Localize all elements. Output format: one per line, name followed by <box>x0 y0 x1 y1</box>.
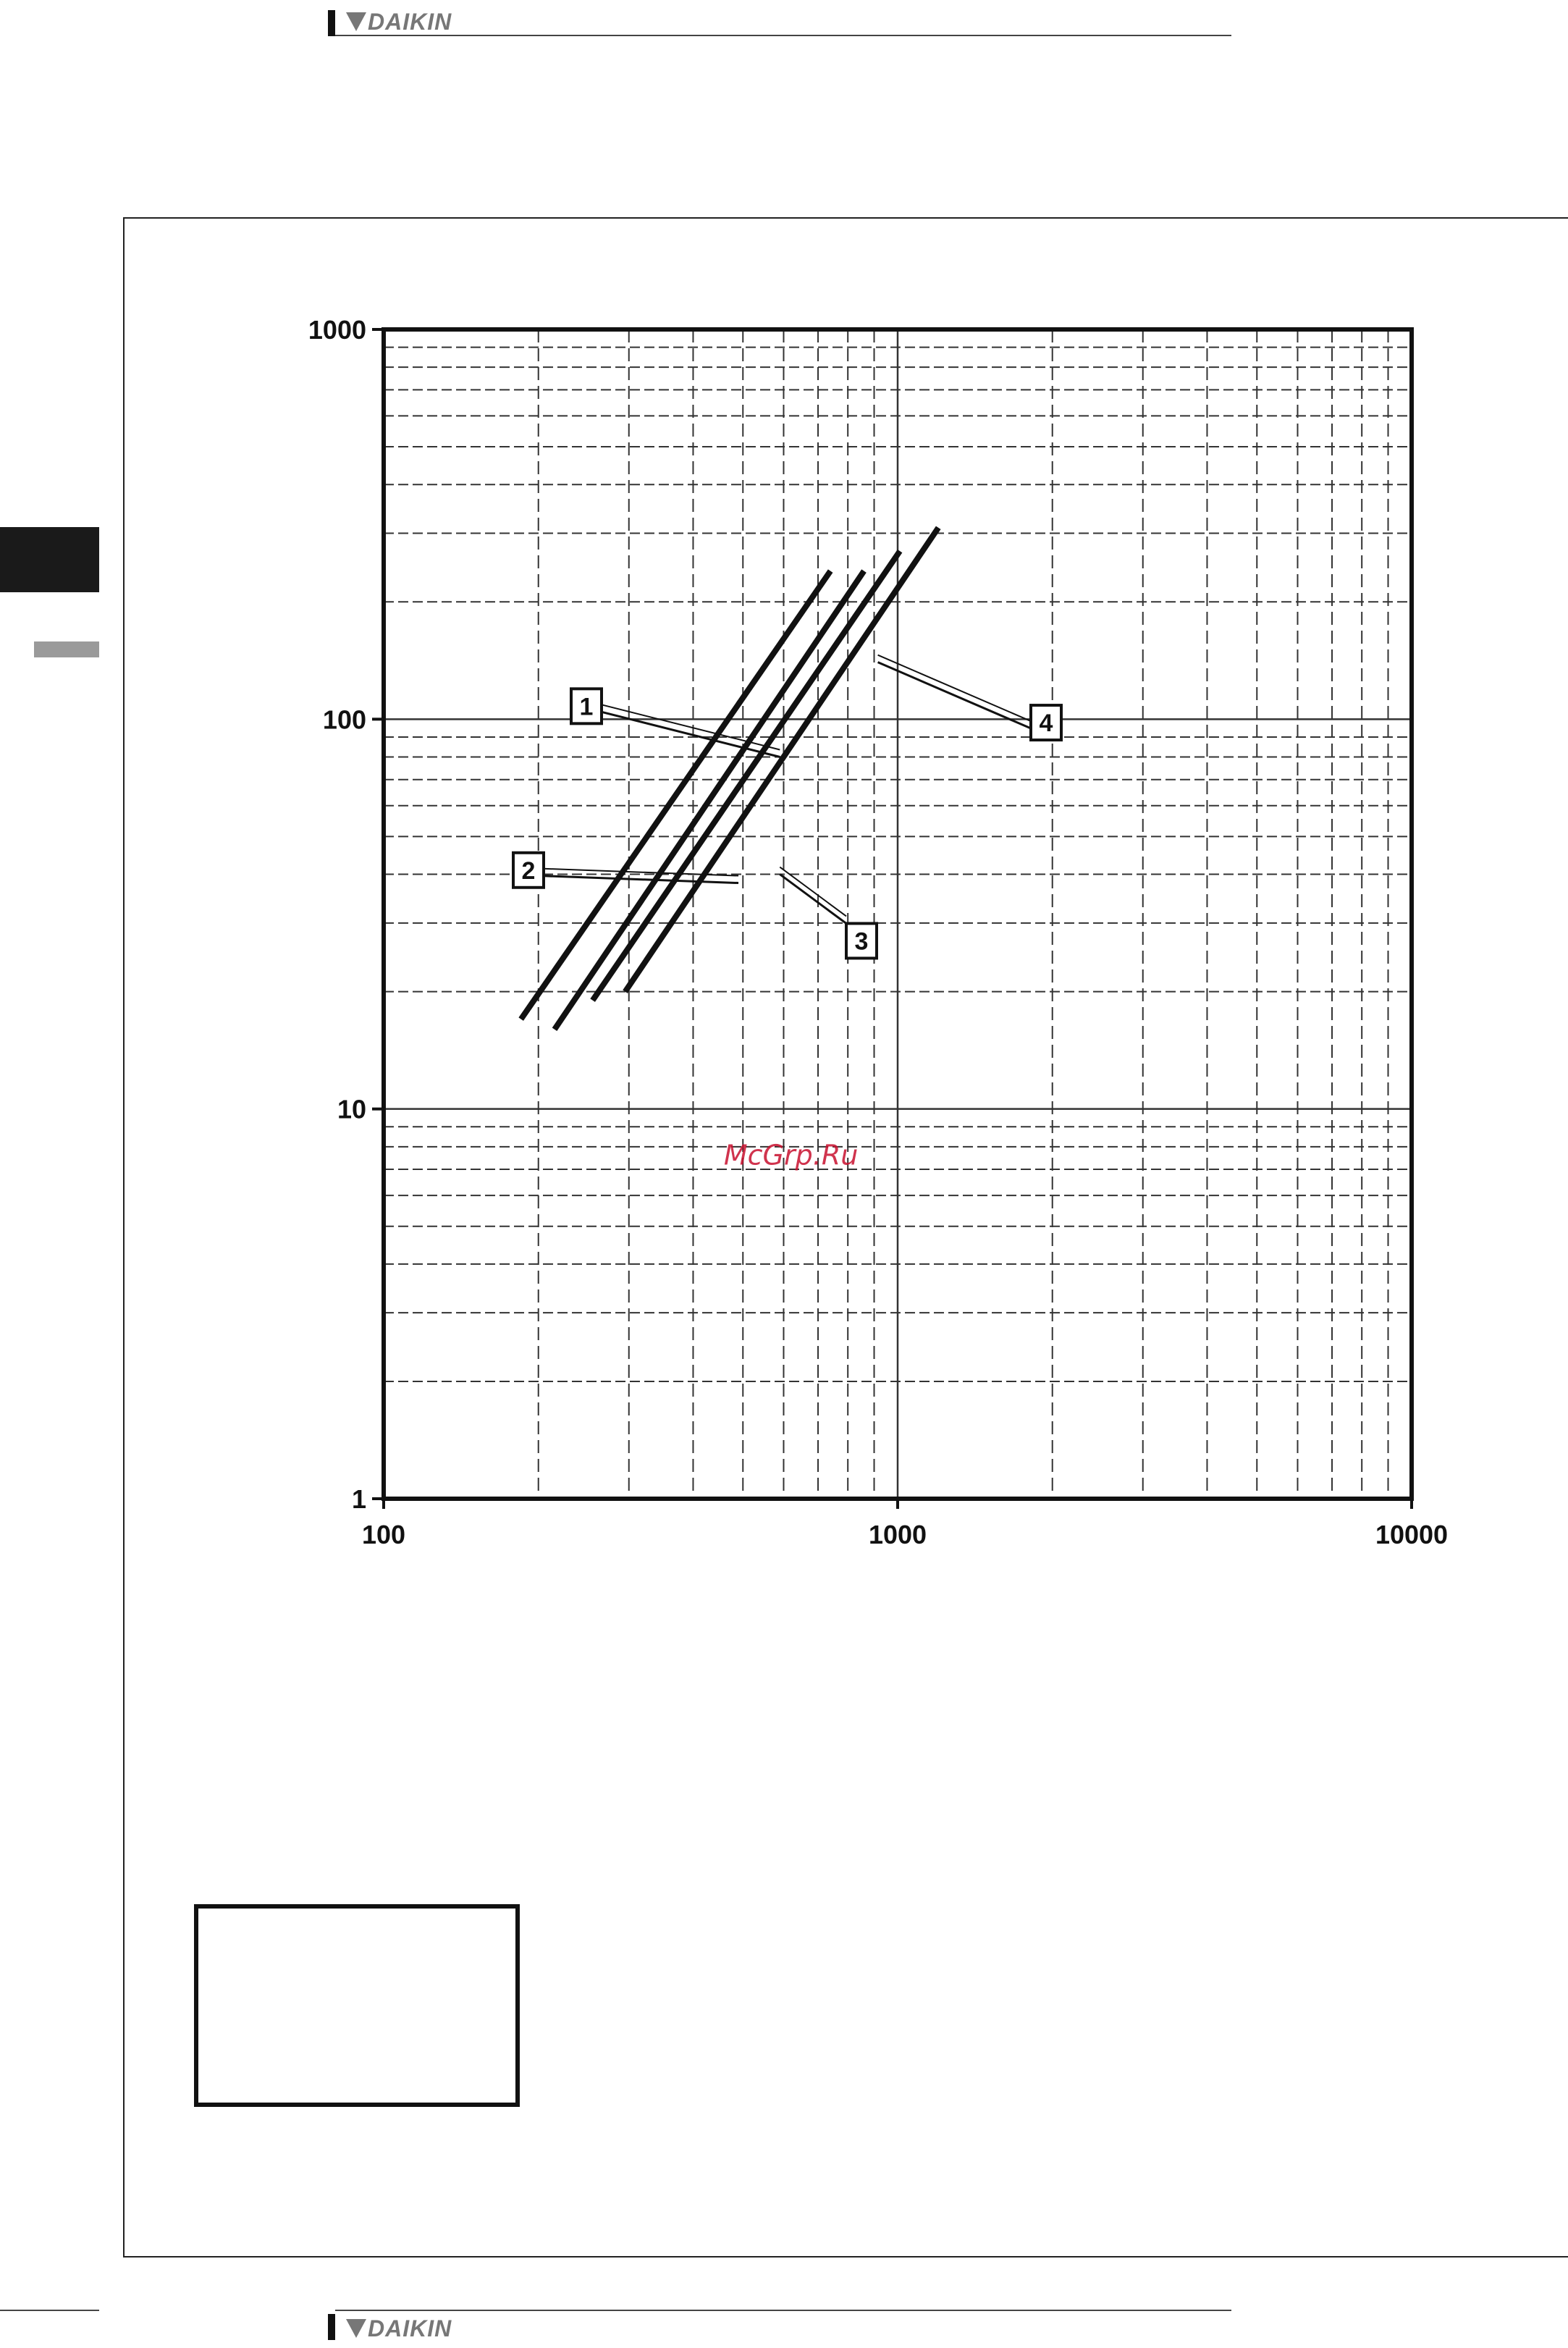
section-tab <box>34 641 99 657</box>
header-logo-text: DAIKIN <box>368 9 452 35</box>
series-line-4 <box>625 528 939 992</box>
footer-rule-left <box>0 2310 99 2311</box>
chapter-tab <box>0 527 99 592</box>
log-log-chart <box>275 304 1462 1578</box>
header-bar <box>328 10 335 36</box>
callout-label-2: 2 <box>521 857 536 885</box>
footer-daikin-logo <box>346 2314 452 2343</box>
footer-logo-text: DAIKIN <box>368 2315 452 2341</box>
footer-daikin-logo-icon <box>346 2319 366 2338</box>
callout-leader2-4 <box>878 655 1031 721</box>
footer-bar <box>328 2314 335 2340</box>
y-tick-label: 10 <box>337 1094 366 1124</box>
x-tick-label: 1000 <box>868 1520 927 1549</box>
watermark-text: McGrp.Ru <box>723 1139 859 1171</box>
y-tick-label: 1 <box>351 1484 366 1514</box>
x-tick-label: 100 <box>361 1520 406 1549</box>
callout-label-1: 1 <box>579 693 594 721</box>
callout-label-3: 3 <box>854 927 869 956</box>
callout-label-4: 4 <box>1039 710 1053 738</box>
x-tick-label: 10000 <box>1375 1520 1449 1549</box>
callout-leader-3 <box>780 875 846 924</box>
y-tick-label: 100 <box>322 704 366 735</box>
daikin-logo <box>346 7 452 36</box>
footer-rule <box>335 2310 1231 2311</box>
note-box <box>194 1904 520 2107</box>
header-rule <box>335 35 1231 36</box>
daikin-logo-icon <box>346 12 366 31</box>
callout-leader-2 <box>544 876 738 883</box>
y-tick-label: 1000 <box>308 315 366 345</box>
